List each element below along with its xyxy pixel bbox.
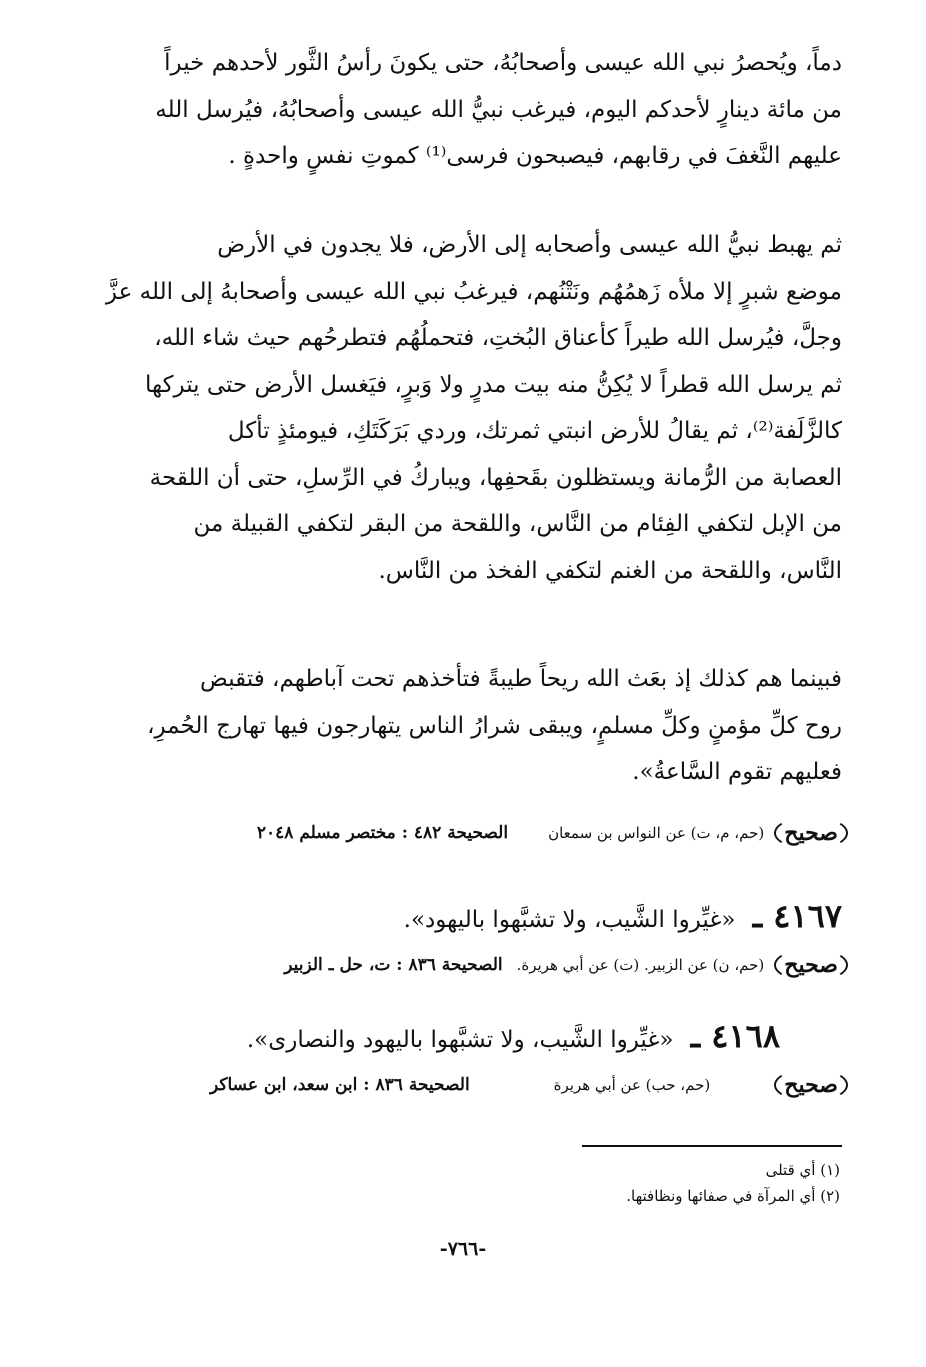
hadith-number: ٤١٦٨ ـ (690, 1017, 780, 1055)
grading-sources: (حم، حب) عن أبي هريرة (553, 1076, 711, 1094)
footnote (500, 1184, 840, 1208)
text-line: كالزَّلَفة⁽²⁾، ثم يقالُ للأرض انبتي ثمرتك، وردي بَرَكَتَكِ، فيومئذٍ تأكل (227, 418, 842, 444)
text-line: دماً، ويُحصرُ نبي الله عيسى وأصحابُهُ، حتى يكونَ رأسُ الثَّور لأحدهم خيراً (164, 50, 842, 76)
hadith-text: «غيِّروا الشَّيب، ولا تشبَّهوا باليهود». (403, 907, 736, 933)
paragraph-2 (100, 222, 842, 594)
grading-row (100, 948, 848, 982)
paragraph-3 (100, 656, 842, 796)
grading-row (100, 1068, 848, 1102)
text-line: موضع شبرٍ إلا ملأه زَهمُهُم ونَتْنُهم، فيرغبُ نبي الله عيسى وأصحابهُ إلى الله عزَّ (105, 278, 842, 305)
paragraph-1 (100, 40, 842, 180)
grading-references: الصحيحة ٤٨٢ : مختصر مسلم ٢٠٤٨ (256, 823, 509, 843)
text-line: النَّاس، واللقحة من الغنم لتكفي الفخذ من النَّاس. (378, 557, 842, 584)
footnote-text: أي المرآة في صفائها ونظافتها. (626, 1187, 816, 1205)
text-line: وجلَّ، فيُرسل الله طيراً كأعناق البُختِ، فتحملُهُم فتطرحُهم حيث شاء الله، (154, 325, 842, 351)
grading-sources: (حم، ن) عن الزبير. (ت) عن أبي هريرة. (516, 956, 765, 974)
text-line: فعليهم تقوم السَّاعةُ». (632, 759, 842, 785)
grade-badge: صحيح (774, 948, 848, 982)
grade-badge: صحيح (774, 1068, 848, 1102)
text-line: فبينما هم كذلك إذ بعَث الله ريحاً طيبةً فتأخذهم تحت آباطهم، فتقبض (200, 666, 842, 692)
footnote (500, 1158, 840, 1182)
footnote-text: أي قتلى (765, 1161, 816, 1179)
footnote-divider (582, 1145, 842, 1147)
text-line: من مائة دينارٍ لأحدكم اليوم، فيرغب نبيُّ الله عيسى وأصحابُهُ، فيُرسل الله (155, 96, 842, 123)
grading-references: الصحيحة ٨٣٦ : ت، حل ـ الزبير (284, 955, 503, 975)
text-line: العصابة من الرُّمانة ويستظلون بقَحفِها، ويباركُ في الرِّسلِ، حتى أن اللقحة (149, 464, 842, 491)
page-number: -٧٦٦- (439, 1238, 487, 1260)
hadith-entry (200, 1016, 780, 1060)
text-line: عليهم النَّغفَ في رقابهم، فيصبحون فرسى⁽¹⁾ كموتِ نفسٍ واحدةٍ . (228, 143, 842, 169)
text-line: ثم يهبط نبيُّ الله عيسى وأصحابه إلى الأرض، فلا يجدون في الأرض (217, 232, 842, 258)
footnote-marker: (١) (820, 1161, 840, 1179)
text-line: روح كلِّ مؤمنٍ وكلِّ مسلمٍ، ويبقى شرارُ الناس يتهارجون فيها تهارج الحُمرِ، (147, 712, 842, 739)
grade-badge: صحيح (774, 816, 848, 850)
text-line: من الإبل لتكفي الفِئام من النَّاس، واللقحة من البقر لتكفي القبيلة من (193, 511, 842, 537)
text-line: ثم يرسل الله قطراً لا يُكِنُّ منه بيت مدرٍ ولا وَبرٍ، فيَغسل الأرض حتى يتركها (144, 371, 842, 398)
footnote-marker: (٢) (820, 1187, 840, 1205)
hadith-text: «غيِّروا الشَّيب، ولا تشبَّهوا باليهود والنصارى». (246, 1027, 674, 1053)
grading-sources: (حم، م، ت) عن النواس بن سمعان (548, 824, 765, 842)
hadith-number: ٤١٦٧ ـ (752, 897, 842, 935)
hadith-entry (262, 896, 842, 940)
grading-row (100, 816, 848, 850)
grading-references: الصحيحة ٨٣٦ : ابن سعد، ابن عساكر (210, 1075, 470, 1095)
